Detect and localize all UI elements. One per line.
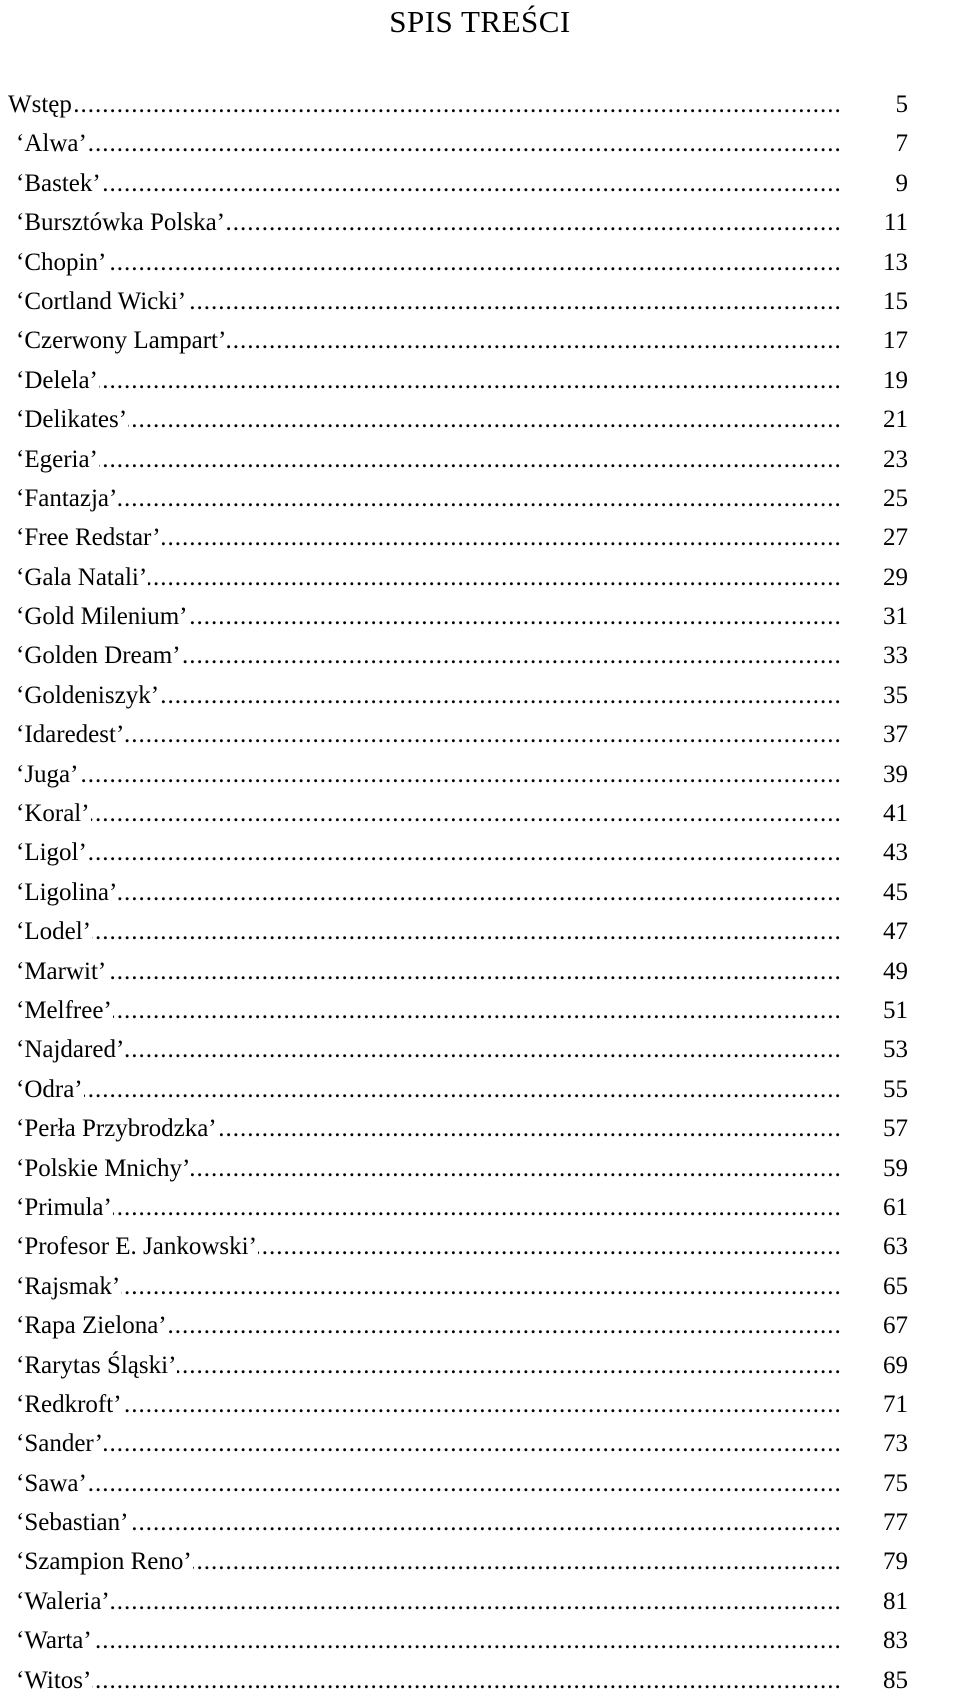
toc-entry bbox=[8, 1621, 908, 1660]
toc-entry bbox=[8, 1149, 908, 1188]
toc-entry bbox=[8, 1464, 908, 1503]
toc-entry bbox=[8, 873, 908, 912]
dot-leader bbox=[8, 243, 840, 282]
toc-entry-title: Wstęp bbox=[8, 91, 72, 118]
toc-entry bbox=[8, 1030, 908, 1069]
toc-entry-page-number: 77 bbox=[883, 1509, 908, 1537]
toc-entry-title-with-leader bbox=[8, 833, 840, 872]
toc-entry-title: ‘Gold Milenium’ bbox=[8, 603, 189, 630]
toc-entry-title-with-leader bbox=[8, 85, 840, 124]
toc-entry-title-with-leader bbox=[8, 1188, 840, 1227]
toc-entry-title-with-leader bbox=[8, 715, 840, 754]
dot-leader bbox=[8, 85, 840, 124]
toc-entry-title-with-leader bbox=[8, 440, 840, 479]
toc-entry-title-with-leader bbox=[8, 597, 840, 636]
toc-entry-title: ‘Sebastian’ bbox=[8, 1509, 129, 1536]
toc-entry-title-with-leader bbox=[8, 1109, 840, 1148]
toc-entry-page-number: 53 bbox=[883, 1036, 908, 1064]
dot-leader bbox=[8, 440, 840, 479]
toc-entry-page-number: 45 bbox=[883, 878, 908, 906]
dot-leader bbox=[8, 1661, 840, 1700]
toc-entry-title: ‘Delikates’ bbox=[8, 406, 128, 433]
toc-entry bbox=[8, 1661, 908, 1700]
toc-entry-title: ‘Perła Przybrodzka’ bbox=[8, 1115, 218, 1142]
toc-entry-title: ‘Koral’ bbox=[8, 800, 91, 827]
toc-entry bbox=[8, 243, 908, 282]
toc-entry-page-number: 35 bbox=[883, 681, 908, 709]
dot-leader bbox=[8, 715, 840, 754]
toc-entry-title: ‘Warta’ bbox=[8, 1627, 93, 1654]
toc-entry-title: ‘Odra’ bbox=[8, 1076, 84, 1103]
toc-entry-title-with-leader bbox=[8, 164, 840, 203]
toc-entry-title: ‘Bastek’ bbox=[8, 170, 102, 197]
dot-leader bbox=[8, 755, 840, 794]
toc-entry-title: ‘Egeria’ bbox=[8, 446, 99, 473]
toc-entry-title-with-leader bbox=[8, 1424, 840, 1463]
toc-entry bbox=[8, 1070, 908, 1109]
toc-entry-title: ‘Czerwony Lampart’ bbox=[8, 327, 227, 354]
toc-entry-title-with-leader bbox=[8, 873, 840, 912]
dot-leader bbox=[8, 1267, 840, 1306]
toc-entry-page-number: 31 bbox=[883, 603, 908, 631]
toc-entry-title-with-leader bbox=[8, 991, 840, 1030]
toc-entry-title-with-leader bbox=[8, 282, 840, 321]
toc-entry-title-with-leader bbox=[8, 676, 840, 715]
toc-entry-page-number: 85 bbox=[883, 1666, 908, 1694]
toc-entry-title-with-leader bbox=[8, 912, 840, 951]
toc-entry bbox=[8, 794, 908, 833]
toc-entry-title-with-leader bbox=[8, 1503, 840, 1542]
toc-entry-title: ‘Delela’ bbox=[8, 367, 99, 394]
toc-entry-title: ‘Melfree’ bbox=[8, 997, 113, 1024]
toc-entry-title: ‘Goldeniszyk’ bbox=[8, 682, 160, 709]
table-of-contents bbox=[8, 85, 908, 1700]
toc-entry bbox=[8, 321, 908, 360]
toc-entry-title: ‘Sawa’ bbox=[8, 1470, 88, 1497]
toc-entry bbox=[8, 1346, 908, 1385]
toc-entry-title-with-leader bbox=[8, 1621, 840, 1660]
toc-entry-title-with-leader bbox=[8, 243, 840, 282]
toc-entry bbox=[8, 755, 908, 794]
toc-entry bbox=[8, 676, 908, 715]
toc-entry-page-number: 33 bbox=[883, 642, 908, 670]
toc-entry-page-number: 73 bbox=[883, 1430, 908, 1458]
toc-entry-title: ‘Witos’ bbox=[8, 1667, 92, 1694]
toc-entry-title-with-leader bbox=[8, 1385, 840, 1424]
toc-entry bbox=[8, 991, 908, 1030]
toc-entry-page-number: 79 bbox=[883, 1548, 908, 1576]
toc-entry bbox=[8, 1267, 908, 1306]
toc-entry-title-with-leader bbox=[8, 321, 840, 360]
toc-entry-title: ‘Waleria’ bbox=[8, 1588, 111, 1615]
toc-entry-page-number: 75 bbox=[883, 1469, 908, 1497]
toc-entry-title-with-leader bbox=[8, 1582, 840, 1621]
dot-leader bbox=[8, 164, 840, 203]
toc-entry-title: ‘Juga’ bbox=[8, 761, 79, 788]
dot-leader bbox=[8, 912, 840, 951]
toc-entry bbox=[8, 1582, 908, 1621]
toc-entry-page-number: 13 bbox=[883, 248, 908, 276]
dot-leader bbox=[8, 1582, 840, 1621]
toc-entry bbox=[8, 1385, 908, 1424]
toc-entry-page-number: 27 bbox=[883, 524, 908, 552]
toc-entry bbox=[8, 85, 908, 124]
toc-entry bbox=[8, 440, 908, 479]
toc-entry-title-with-leader bbox=[8, 1464, 840, 1503]
toc-entry-title: ‘Idaredest’ bbox=[8, 721, 125, 748]
page-title: SPIS TREŚCI bbox=[389, 4, 571, 39]
dot-leader bbox=[8, 400, 840, 439]
toc-entry-page-number: 59 bbox=[883, 1154, 908, 1182]
toc-entry bbox=[8, 952, 908, 991]
toc-entry-title: ‘Rarytas Śląski’ bbox=[8, 1352, 177, 1379]
toc-entry-title-with-leader bbox=[8, 361, 840, 400]
toc-entry-title-with-leader bbox=[8, 636, 840, 675]
toc-entry-title: ‘Redkroft’ bbox=[8, 1391, 123, 1418]
toc-entry-title: ‘Polskie Mnichy’ bbox=[8, 1155, 191, 1182]
toc-entry bbox=[8, 833, 908, 872]
toc-entry bbox=[8, 912, 908, 951]
toc-entry-page-number: 11 bbox=[883, 209, 908, 237]
toc-entry-page-number: 69 bbox=[883, 1351, 908, 1379]
toc-entry bbox=[8, 558, 908, 597]
toc-entry-title: ‘Cortland Wicki’ bbox=[8, 288, 187, 315]
toc-entry-title-with-leader bbox=[8, 479, 840, 518]
toc-entry bbox=[8, 1188, 908, 1227]
toc-entry-title: ‘Fantazja’ bbox=[8, 485, 118, 512]
toc-entry-title: ‘Alwa’ bbox=[8, 130, 88, 157]
toc-entry-title: ‘Ligolina’ bbox=[8, 879, 118, 906]
toc-entry-title-with-leader bbox=[8, 794, 840, 833]
toc-entry-title-with-leader bbox=[8, 1661, 840, 1700]
dot-leader bbox=[8, 1503, 840, 1542]
toc-entry-page-number: 81 bbox=[883, 1587, 908, 1615]
toc-entry bbox=[8, 124, 908, 163]
toc-entry-title: ‘Bursztówka Polska’ bbox=[8, 209, 226, 236]
toc-entry-title-with-leader bbox=[8, 124, 840, 163]
toc-entry-title: ‘Rajsmak’ bbox=[8, 1273, 121, 1300]
dot-leader bbox=[8, 991, 840, 1030]
toc-entry-title-with-leader bbox=[8, 400, 840, 439]
dot-leader bbox=[8, 1030, 840, 1069]
toc-entry-title: ‘Ligol’ bbox=[8, 839, 88, 866]
toc-entry bbox=[8, 361, 908, 400]
toc-entry-title-with-leader bbox=[8, 1149, 840, 1188]
toc-entry-page-number: 41 bbox=[883, 800, 908, 828]
dot-leader bbox=[8, 1424, 840, 1463]
toc-entry bbox=[8, 597, 908, 636]
toc-entry-page-number: 21 bbox=[883, 406, 908, 434]
toc-entry-page-number: 51 bbox=[883, 996, 908, 1024]
toc-entry-title: ‘Chopin’ bbox=[8, 249, 107, 276]
toc-entry-title: ‘Lodel’ bbox=[8, 918, 92, 945]
toc-entry-page-number: 71 bbox=[883, 1390, 908, 1418]
dot-leader bbox=[8, 873, 840, 912]
toc-entry-title: ‘Szampion Reno’ bbox=[8, 1548, 193, 1575]
toc-entry-page-number: 61 bbox=[883, 1193, 908, 1221]
dot-leader bbox=[8, 124, 840, 163]
toc-entry-page-number: 29 bbox=[883, 563, 908, 591]
dot-leader bbox=[8, 1464, 840, 1503]
toc-entry-title-with-leader bbox=[8, 1267, 840, 1306]
toc-entry-page-number: 43 bbox=[883, 839, 908, 867]
toc-entry bbox=[8, 1542, 908, 1581]
toc-entry bbox=[8, 1424, 908, 1463]
toc-entry-title: ‘Profesor E. Jankowski’ bbox=[8, 1233, 258, 1260]
toc-entry-page-number: 23 bbox=[883, 445, 908, 473]
toc-entry bbox=[8, 203, 908, 242]
toc-entry-title-with-leader bbox=[8, 558, 840, 597]
toc-entry-title: ‘Sander’ bbox=[8, 1430, 104, 1457]
toc-entry-page-number: 37 bbox=[883, 721, 908, 749]
toc-entry bbox=[8, 1306, 908, 1345]
toc-entry-title-with-leader bbox=[8, 952, 840, 991]
toc-entry bbox=[8, 282, 908, 321]
toc-entry bbox=[8, 164, 908, 203]
toc-entry-page-number: 39 bbox=[883, 760, 908, 788]
dot-leader bbox=[8, 833, 840, 872]
toc-entry bbox=[8, 715, 908, 754]
toc-entry-title: ‘Free Redstar’ bbox=[8, 524, 162, 551]
dot-leader bbox=[8, 1385, 840, 1424]
toc-entry-page-number: 9 bbox=[895, 169, 908, 197]
toc-entry-page-number: 25 bbox=[883, 484, 908, 512]
toc-entry bbox=[8, 1109, 908, 1148]
dot-leader bbox=[8, 479, 840, 518]
toc-entry-title-with-leader bbox=[8, 1542, 840, 1581]
toc-entry-title-with-leader bbox=[8, 203, 840, 242]
dot-leader bbox=[8, 361, 840, 400]
toc-entry-title-with-leader bbox=[8, 1070, 840, 1109]
toc-entry-page-number: 47 bbox=[883, 918, 908, 946]
toc-entry-page-number: 19 bbox=[883, 366, 908, 394]
toc-entry bbox=[8, 479, 908, 518]
toc-entry-title: ‘Primula’ bbox=[8, 1194, 113, 1221]
toc-entry bbox=[8, 1503, 908, 1542]
dot-leader bbox=[8, 1621, 840, 1660]
toc-entry-title-with-leader bbox=[8, 1030, 840, 1069]
toc-entry bbox=[8, 400, 908, 439]
dot-leader bbox=[8, 1070, 840, 1109]
toc-entry bbox=[8, 1227, 908, 1266]
toc-entry-page-number: 83 bbox=[883, 1627, 908, 1655]
toc-entry-title: ‘Golden Dream’ bbox=[8, 642, 182, 669]
toc-entry-page-number: 5 bbox=[895, 91, 908, 118]
toc-entry-page-number: 17 bbox=[883, 327, 908, 355]
toc-entry-title: ‘Marwit’ bbox=[8, 958, 107, 985]
toc-entry-title-with-leader bbox=[8, 518, 840, 557]
toc-entry-page-number: 65 bbox=[883, 1272, 908, 1300]
toc-entry-page-number: 15 bbox=[883, 287, 908, 315]
toc-entry-title-with-leader bbox=[8, 1346, 840, 1385]
dot-leader bbox=[8, 1188, 840, 1227]
toc-entry-page-number: 57 bbox=[883, 1115, 908, 1143]
toc-entry-title: ‘Najdared’ bbox=[8, 1036, 125, 1063]
toc-entry-title: ‘Rapa Zielona’ bbox=[8, 1312, 168, 1339]
dot-leader bbox=[8, 794, 840, 833]
toc-entry bbox=[8, 636, 908, 675]
toc-entry-title: ‘Gala Natali’ bbox=[8, 564, 148, 591]
toc-entry bbox=[8, 518, 908, 557]
toc-entry-title-with-leader bbox=[8, 1227, 840, 1266]
toc-entry-page-number: 63 bbox=[883, 1233, 908, 1261]
toc-entry-title-with-leader bbox=[8, 755, 840, 794]
toc-entry-page-number: 67 bbox=[883, 1312, 908, 1340]
toc-entry-title-with-leader bbox=[8, 1306, 840, 1345]
toc-entry-page-number: 7 bbox=[895, 130, 908, 158]
dot-leader bbox=[8, 952, 840, 991]
toc-entry-page-number: 49 bbox=[883, 957, 908, 985]
toc-entry-page-number: 55 bbox=[883, 1075, 908, 1103]
